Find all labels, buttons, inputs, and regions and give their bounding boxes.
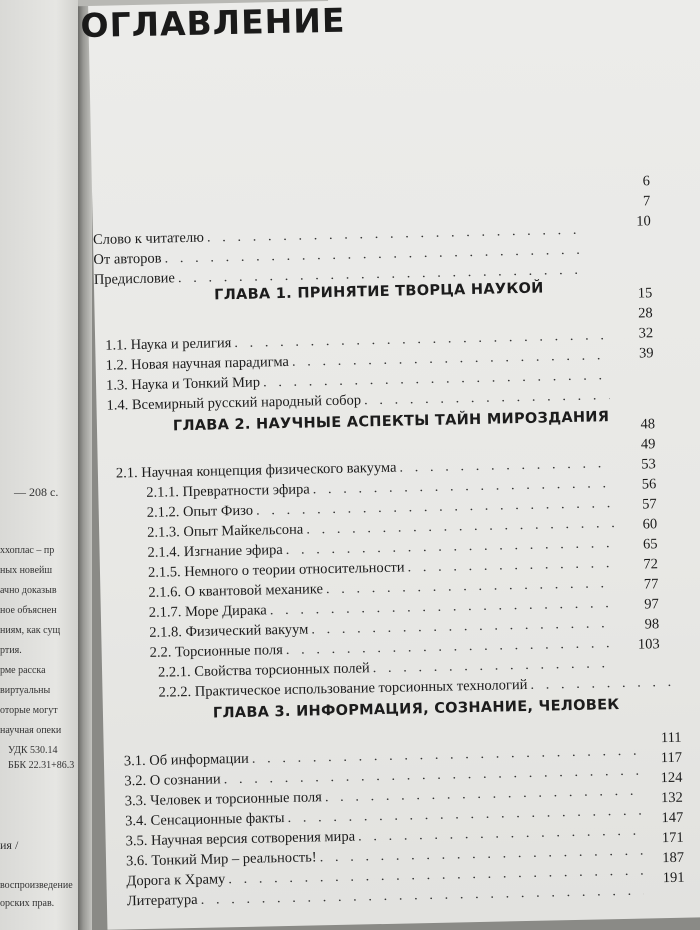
toc-entry-label: 1.1. Наука и религия <box>105 335 232 354</box>
toc-entry-label: 2.1.6. О квантовой механике <box>148 581 324 601</box>
page-number: 65 <box>642 536 658 553</box>
page-number: 60 <box>642 516 658 533</box>
dot-leader <box>270 595 616 618</box>
page-number: 117 <box>660 749 683 767</box>
toc-entry-label: 2.1.8. Физический вакуум <box>149 621 309 641</box>
page-number: 28 <box>638 305 653 322</box>
chapter-heading: ГЛАВА 2. НАУЧНЫЕ АСПЕКТЫ ТАЙН МИРОЗДАНИЯ <box>172 409 610 435</box>
toc-entry-label: Предисловие <box>93 270 176 288</box>
toc-entry-label: От авторов <box>93 250 162 268</box>
page-number: 72 <box>643 556 659 573</box>
page-number: 15 <box>637 285 653 302</box>
left-page-fragment: ниям, как сущ <box>0 625 61 636</box>
toc-entry-label: 1.3. Наука и Тонкий Мир <box>105 374 261 394</box>
dot-leader <box>399 455 613 475</box>
book-spine <box>78 0 92 930</box>
page-number: 187 <box>662 849 685 867</box>
dot-leader <box>306 515 614 537</box>
toc-entry-label: 1.4. Всемирный русский народный собор <box>106 392 362 414</box>
page-number: 171 <box>661 829 684 847</box>
page-number: 7 <box>642 193 651 210</box>
toc-entry-label: 2.1. Научная концепция физического вакуума <box>115 459 397 482</box>
left-page-fragment: воспроизведение <box>0 880 73 891</box>
page-number: 111 <box>660 729 682 747</box>
dot-leader <box>407 555 615 575</box>
dot-leader <box>286 635 617 658</box>
left-page-fragment: ачно доказыв <box>0 585 57 596</box>
page-number: 98 <box>644 616 660 633</box>
chapter-heading: ГЛАВА 3. ИНФОРМАЦИЯ, СОЗНАНИЕ, ЧЕЛОВЕК <box>212 697 620 722</box>
dot-leader <box>530 674 671 693</box>
toc-entry-label: 3.4. Сенсационные факты <box>125 810 285 830</box>
toc-entry-label: 2.1.1. Превратности эфира <box>146 481 310 501</box>
toc-entry-label: 2.1.7. Море Дирака <box>148 602 267 621</box>
dot-leader <box>373 655 618 676</box>
toc-entry-label: 3.5. Научная версия сотворения мира <box>125 828 356 850</box>
toc-entry-label: 1.2. Новая научная парадигма <box>105 353 290 374</box>
dot-leader <box>326 575 616 597</box>
dot-leader <box>256 495 614 518</box>
toc-entry-label: 2.2.1. Свойства торсионных полей <box>157 660 370 681</box>
toc-entry-label: Слово к читателю <box>92 229 205 248</box>
left-page-fragment: оторые могут <box>0 705 58 716</box>
toc-entry-label: 3.2. О сознании <box>124 771 221 790</box>
dot-leader <box>313 475 614 497</box>
dot-leader <box>364 387 610 408</box>
page-number: 103 <box>637 636 660 653</box>
left-page-fragment: УДК 530.14 <box>8 745 58 756</box>
left-page-fragment: рме расска <box>0 665 46 676</box>
dot-leader <box>287 803 642 826</box>
toc-entry-label: 3.6. Тонкий Мир – реальность! <box>125 849 317 870</box>
toc-entry-label: 2.1.2. Опыт Физо <box>146 502 254 521</box>
left-page-fragment: виртуальны <box>0 685 51 696</box>
left-page-fragment: ртия. <box>0 645 22 656</box>
page-number: 10 <box>636 213 651 230</box>
dot-leader <box>292 347 609 370</box>
left-page-fragment: ххоплас – пр <box>0 545 55 556</box>
page-number: 48 <box>640 416 656 433</box>
left-page-fragment: ББК 22.31+86.3 <box>8 760 75 771</box>
dot-leader <box>286 535 615 558</box>
page-number: 147 <box>661 809 684 827</box>
left-page-fragment: ных новейш <box>0 565 53 576</box>
toc-entry-label: 2.1.3. Опыт Майкельсона <box>147 521 304 541</box>
dot-leader <box>325 783 642 806</box>
dot-leader <box>319 843 643 866</box>
toc-entry-label: 2.2.2. Практическое использование торсионных технологий <box>158 676 528 701</box>
toc-entry-label: Литература <box>126 891 198 910</box>
left-page-fragment: орских прав. <box>0 898 55 909</box>
toc-entry-label: 3.3. Человек и торсионные поля <box>124 789 323 810</box>
chapter-heading: ГЛАВА 1. ПРИНЯТИЕ ТВОРЦА НАУКОЙ <box>214 280 544 304</box>
toc-entry-label: Дорога к Храму <box>126 871 226 890</box>
page-number: 39 <box>638 345 654 362</box>
page-number: 32 <box>638 325 654 342</box>
page-number: 77 <box>643 576 659 593</box>
toc-page <box>80 0 700 930</box>
left-page-fragment: научная опеки <box>0 725 62 736</box>
dot-leader <box>311 615 616 637</box>
toc-entry-label: 3.1. Об информации <box>123 750 249 770</box>
page-number: 191 <box>662 869 685 887</box>
left-page-fragment: ия / <box>0 838 19 852</box>
page-number: 53 <box>641 456 657 473</box>
toc-entry-label: 2.1.5. Немного о теории относительности <box>147 559 405 581</box>
toc-entry-label: 2.2. Торсионные поля <box>149 642 283 661</box>
dot-leader <box>263 367 609 390</box>
toc-entry-label: 2.1.4. Изгнание эфира <box>147 542 283 561</box>
left-page-fragment: — 208 с. <box>14 485 59 499</box>
page-number: 56 <box>641 476 657 493</box>
dot-leader <box>358 823 643 845</box>
page-number: 132 <box>660 789 684 807</box>
left-page-fragment: ное объяснен <box>0 605 57 616</box>
page-title: ОГЛАВЛЕНИЕ <box>80 0 346 46</box>
page-number: 97 <box>644 596 659 613</box>
page-number: 6 <box>642 173 651 190</box>
left-page <box>0 0 80 930</box>
page-number: 124 <box>660 769 683 787</box>
page-number: 57 <box>642 496 657 513</box>
page-number: 49 <box>640 436 656 453</box>
